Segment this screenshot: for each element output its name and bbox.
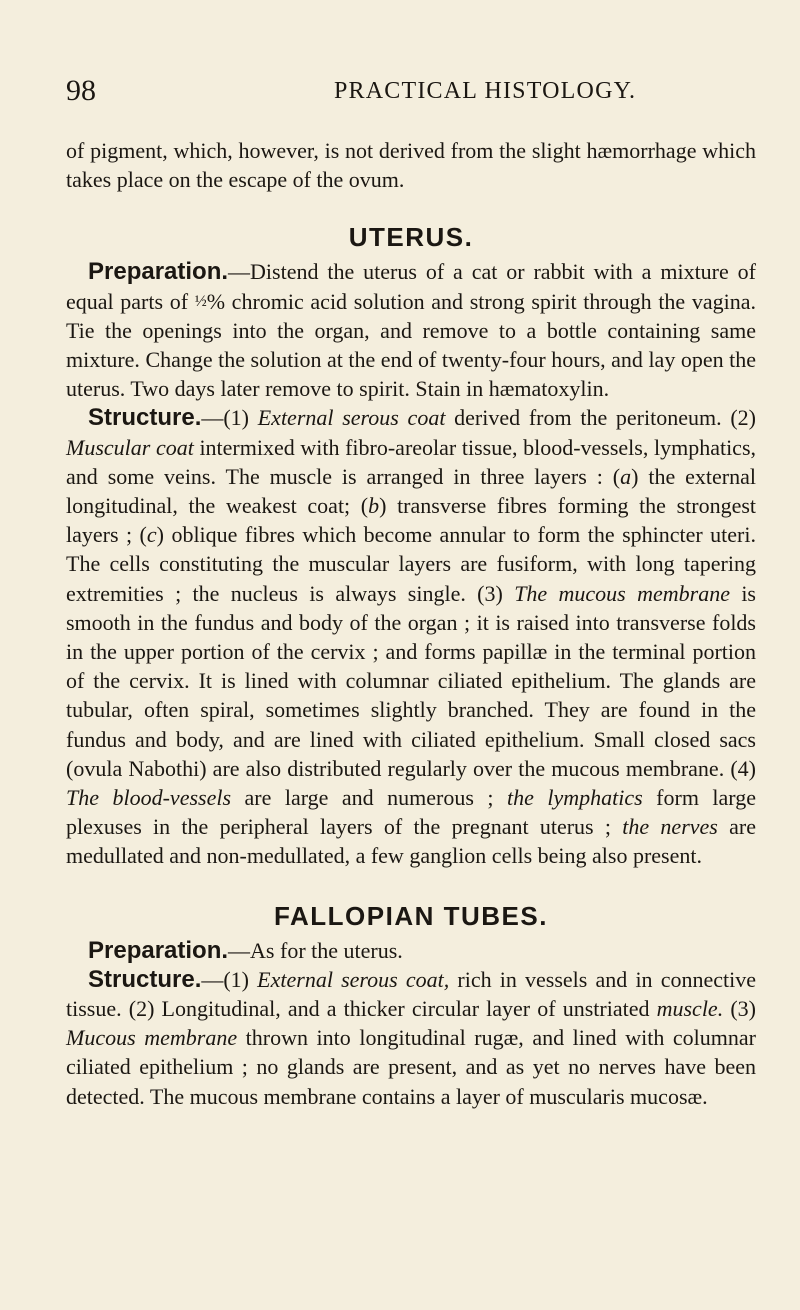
uterus-structure-term: The blood-vessels: [66, 785, 232, 811]
uterus-structure-term: b: [368, 493, 380, 519]
fallopian-preparation-text: —As for the uterus.: [228, 937, 403, 963]
uterus-preparation-lead: Preparation.: [88, 258, 229, 286]
fallopian-structure-text: —(1): [201, 966, 258, 992]
fallopian-structure-text: (3): [723, 996, 756, 1022]
intro-paragraph: of pigment, which, however, is not derived from the slight hæmorrhage which takes place on the escape of the ovum.: [66, 138, 756, 193]
fallopian-structure-paragraph: [66, 965, 756, 1111]
uterus-structure-term: a: [620, 463, 632, 489]
uterus-structure-text: ) oblique fibres which become annular to form the sphincter uteri. The cells constituting the muscular layers are fusiform, with long tapering extremities ; the nucleus is always single. (3): [66, 522, 756, 606]
page-number: 98: [66, 74, 96, 107]
uterus-structure-text: form large plexuses in the peripheral layers of the pregnant uterus ;: [66, 785, 756, 840]
uterus-preparation-text-1: —Distend the uterus of a cat or rabbit with a mixture of equal parts of: [66, 259, 756, 314]
uterus-structure-lead: Structure.: [88, 404, 202, 432]
fallopian-structure-term: muscle.: [656, 996, 724, 1022]
uterus-structure-text: are medullated and non-medullated, a few ganglion cells being also present.: [66, 814, 756, 869]
uterus-structure-text: intermixed with fibro-areolar tissue, blood-vessels, lymphatics, and some veins. The muscle is arranged in three layers : (: [66, 434, 757, 489]
uterus-structure-term: Muscular coat: [66, 434, 194, 460]
uterus-structure-text: are large and numerous ;: [231, 785, 507, 811]
uterus-structure-term: the lymphatics: [507, 785, 643, 811]
uterus-structure-term: The mucous membrane: [514, 580, 730, 606]
uterus-structure-text: is smooth in the fundus and body of the organ ; it is raised into transverse folds in the upper portion of the cervix ; and forms papillæ in the terminal portion of the cervix. It is lined with columnar ciliated epithelium. The glands are tubular, often spiral, sometimes slightly branched. They are found in the fundus and body, and are lined with ciliated epithelium. Small closed sacs (ovula Nabothi) are also distributed regularly over the mucous membrane. (4): [66, 580, 756, 781]
fallopian-preparation-lead: Preparation.: [88, 936, 229, 964]
fallopian-preparation-paragraph: [66, 936, 756, 965]
uterus-heading: UTERUS.: [348, 222, 474, 253]
uterus-structure-text: —(1): [201, 405, 258, 431]
uterus-structure-text: ) the external longitudinal, the weakest coat; (: [66, 463, 756, 519]
uterus-structure-term: the nerves: [622, 814, 718, 840]
fallopian-structure-lead: Structure.: [88, 965, 202, 993]
uterus-structure-paragraph: [66, 403, 756, 870]
uterus-structure-term: External serous coat: [257, 405, 446, 431]
uterus-preparation-fraction: ½: [194, 292, 207, 310]
fallopian-heading: FALLOPIAN TUBES.: [274, 900, 548, 931]
uterus-preparation-paragraph: [66, 257, 756, 403]
fallopian-structure-term: Mucous membrane: [66, 1025, 238, 1051]
uterus-preparation-text-2: % chromic acid solution and strong spirit through the vagina. Tie the openings into the organ, and remove to a bottle containing same mixture. Change the solution at the end of twenty-four hours, and lay open the uterus. Two days later remove to spirit. Stain in hæmatoxylin.: [66, 288, 756, 402]
body-text: [66, 136, 756, 1111]
fallopian-structure-text: thrown into longitudinal rugæ, and lined with columnar ciliated epithelium ; no glands are present, and as yet no nerves have been detected. The mucous membrane contains a layer of muscularis mucosæ.: [66, 1025, 756, 1109]
fallopian-structure-term: External serous coat,: [257, 966, 450, 992]
uterus-structure-term: c: [146, 522, 157, 548]
fallopian-structure-text: rich in vessels and in connective tissue. (2) Longitudinal, and a thicker circular layer of unstriated: [66, 966, 756, 1022]
uterus-structure-text: ) transverse fibres forming the strongest layers ; (: [66, 493, 757, 548]
running-head: PRACTICAL HISTOLOGY.: [334, 78, 637, 104]
uterus-structure-text: derived from the peritoneum. (2): [445, 405, 756, 431]
page-header: [66, 74, 756, 108]
